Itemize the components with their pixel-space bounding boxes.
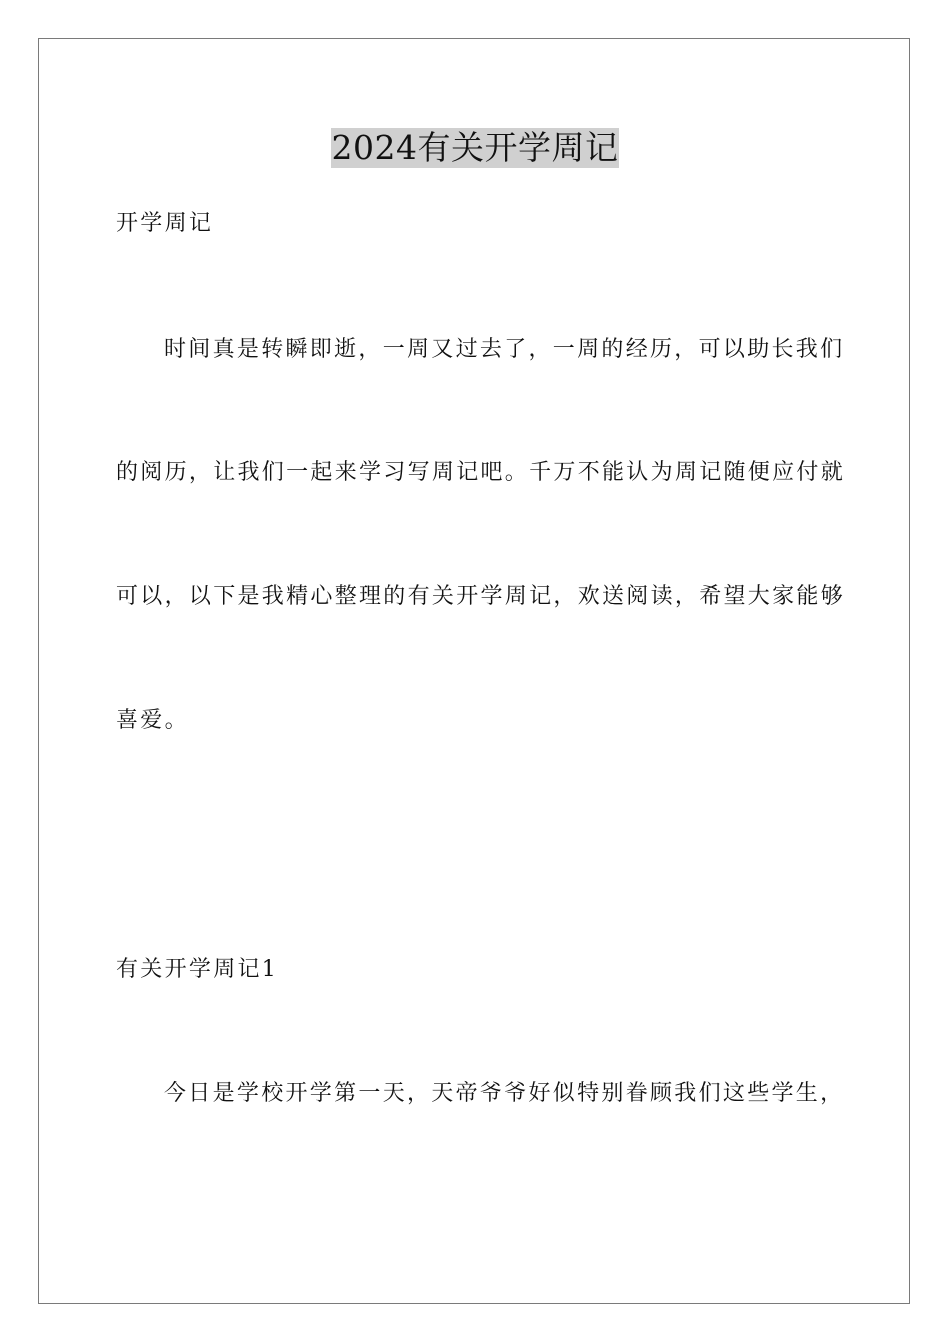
intro-paragraph-line-3: 可以，以下是我精心整理的有关开学周记，欢送阅读，希望大家能够 [116, 584, 846, 609]
intro-paragraph-line-4: 喜爱。 [116, 708, 189, 733]
section-heading-kaixue-zhouji: 开学周记 [116, 211, 214, 236]
intro-paragraph-line-1: 时间真是转瞬即逝，一周又过去了，一周的经历，可以助长我们 [164, 337, 845, 362]
body-paragraph-line-1: 今日是学校开学第一天，天帝爷爷好似特别眷顾我们这些学生， [164, 1081, 845, 1106]
document-title: 2024有关开学周记 [331, 128, 619, 167]
title-container [0, 128, 950, 168]
intro-paragraph-line-2: 的阅历，让我们一起来学习写周记吧。千万不能认为周记随便应付就 [116, 460, 846, 485]
section-heading-zhouji-1: 有关开学周记1 [116, 957, 279, 982]
